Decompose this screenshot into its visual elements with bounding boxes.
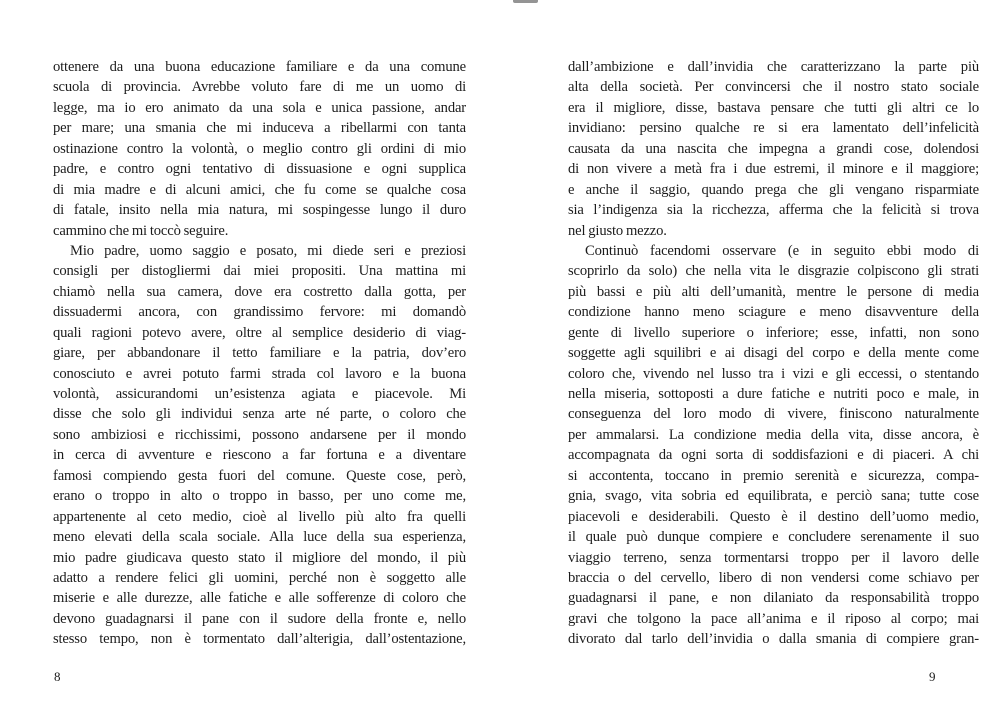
text-line: ottenere da una buona educazione familiare e da una comune <box>53 59 466 75</box>
text-line: stesso tempo, non è tormentato dall’alterigia, dall’ostentazione, <box>53 631 466 648</box>
text-line: braccia o del cervello, libero di non vendersi come schiavo per <box>568 569 979 586</box>
text-line: di fatale, insito nella mia natura, mi sospingesse lungo il duro <box>53 202 466 219</box>
text-line: erano o troppo in alto o troppo in basso, per uno come me, <box>53 488 466 505</box>
text-line: consigli per distogliermi dai miei propositi. Una mattina mi <box>53 263 466 280</box>
text-line: il quale può dunque compiere e concludere serenamente il suo <box>568 529 979 546</box>
text-line: conosciuto e avrei potuto farmi strada col lavoro e la buona <box>53 365 466 382</box>
text-line: di non vivere a metà fra i due estremi, il minore e il maggiore; <box>568 161 979 178</box>
page-number-left: 8 <box>54 669 61 684</box>
text-line: dissuadermi ancora, con grandissimo fervore: mi domandò <box>53 304 466 321</box>
text-line: soggette agli squilibri e ai disagi del corpo e della mente come <box>568 345 979 362</box>
text-line: era il migliore, disse, bastava pensare che tutti gli altri ce lo <box>568 99 979 116</box>
text-line: volontà, assicurandomi un’esistenza agiata e piacevole. Mi <box>53 386 466 402</box>
text-line: adatto a rendere felici gli uomini, perché non è soggetto alle <box>53 569 466 586</box>
text-line: gente di livello superiore o inferiore; esse, infatti, non sono <box>568 324 979 341</box>
text-line: sono ambiziosi e ricchissimi, possono andarsene per il mondo <box>53 426 466 443</box>
text-line: invidiano: persino qualche re si era lamentato dell’infelicità <box>568 120 979 137</box>
text-line: per mare; una smania che mi induceva a ribellarmi con tanta <box>53 120 466 137</box>
text-line: devono guadagnarsi il pane con il sudore della fronte e, nello <box>53 610 466 627</box>
text-line: Mio padre, uomo saggio e posato, mi diede seri e preziosi <box>70 242 466 259</box>
text-line: ostinazione contro la volontà, o meglio contro gli ordini di mio <box>53 140 466 157</box>
text-line: più bassi e più alti dell’umanità, mentre le persone di media <box>568 283 979 300</box>
text-line: viaggio terreno, senza tormentarsi troppo per il lavoro delle <box>568 549 979 566</box>
text-line: e anche il saggio, quando prega che gli vengano risparmiate <box>568 181 979 198</box>
text-line: divorato dal tarlo dell’invidia o dalla smania di compiere gran- <box>568 631 979 648</box>
text-line: alta della società. Per convincersi che il nostro stato sociale <box>568 79 979 96</box>
text-line: di mia madre e di alcuni amici, che fu come se qualche cosa <box>53 181 466 198</box>
text-line: quali ragioni potevo avere, oltre al semplice desiderio di viag- <box>53 324 466 341</box>
page-left <box>53 57 466 650</box>
text-line: conseguenza del loro modo di vivere, finiscono naturalmente <box>568 406 979 423</box>
text-line: guadagnarsi il pane, e non dilaniato da responsabilità troppo <box>568 590 979 607</box>
page-number-right: 9 <box>929 669 936 684</box>
text-line: appartenente al ceto medio, cioè al livello più alto fra quelli <box>53 508 466 525</box>
text-line: gnia, svago, vita sobria ed equilibrata, e perciò sana; tutte cose <box>568 488 979 505</box>
text-line: nel giusto mezzo. <box>568 222 667 239</box>
text-line: scoprirlo da solo) che nella vita le disgrazie colpiscono gli strati <box>568 263 979 280</box>
text-line: si accontenta, toccano in premio serenità e sicurezza, compa- <box>568 467 979 484</box>
text-line: piacevoli e desiderabili. Questo è il destino dell’uomo medio, <box>568 508 979 525</box>
text-line: condizione hanno meno sciagure e meno disavventure della <box>568 304 979 321</box>
text-line: sia l’indigenza sia la ricchezza, afferma che la felicità si trova <box>568 202 979 219</box>
text-line: padre, e contro ogni tentativo di dissuasione e ogni supplica <box>53 161 466 178</box>
text-line: disse che solo gli individui senza arte né parte, o coloro che <box>53 406 466 423</box>
text-line: mio padre giudicava questo stato il migliore del mondo, il più <box>53 549 466 566</box>
text-line: cammino che mi toccò seguire. <box>53 222 229 239</box>
text-line: per ammalarsi. La condizione media della vita, disse ancora, è <box>568 426 979 443</box>
drag-handle[interactable] <box>513 0 538 3</box>
text-line: nella miseria, sottoposti a dure fatiche e nutriti poco e male, in <box>568 386 979 402</box>
text-line: Continuò facendomi osservare (e in seguito ebbi modo di <box>585 242 979 259</box>
text-line: accompagnata da ogni sorta di soddisfazioni e di piaceri. A chi <box>568 447 979 464</box>
page-right <box>568 57 979 650</box>
text-line: dall’ambizione e dall’invidia che caratterizzano la parte più <box>568 59 979 75</box>
text-line: in cerca di avventure e riescono a far fortuna e a diventare <box>53 447 466 464</box>
text-line: causata da una nascita che impegna a grandi cose, dolendosi <box>568 140 979 157</box>
text-line: giare, per abbandonare il tetto familiare e la patria, dov’ero <box>53 345 466 362</box>
text-line: miserie e alle durezze, alle fatiche e alle sofferenze di coloro che <box>53 590 466 607</box>
text-line: coloro che, vivendo nel lusso tra i vizi e gli eccessi, o stentando <box>568 365 979 382</box>
text-line: scuola di provincia. Avrebbe voluto fare di me un uomo di <box>53 79 466 96</box>
text-line: famosi compiendo gesta fuori del comune. Queste cose, però, <box>53 467 466 484</box>
text-line: meno elevati della scala sociale. Alla luce della sua esperienza, <box>53 529 466 546</box>
text-line: chiamò nella sua camera, dove era costretto dalla gotta, per <box>53 283 466 300</box>
text-line: legge, ma io ero animato da una sola e unica passione, andar <box>53 99 466 116</box>
text-line: gravi che tolgono la pace all’anima e il riposo al corpo; mai <box>568 610 979 627</box>
